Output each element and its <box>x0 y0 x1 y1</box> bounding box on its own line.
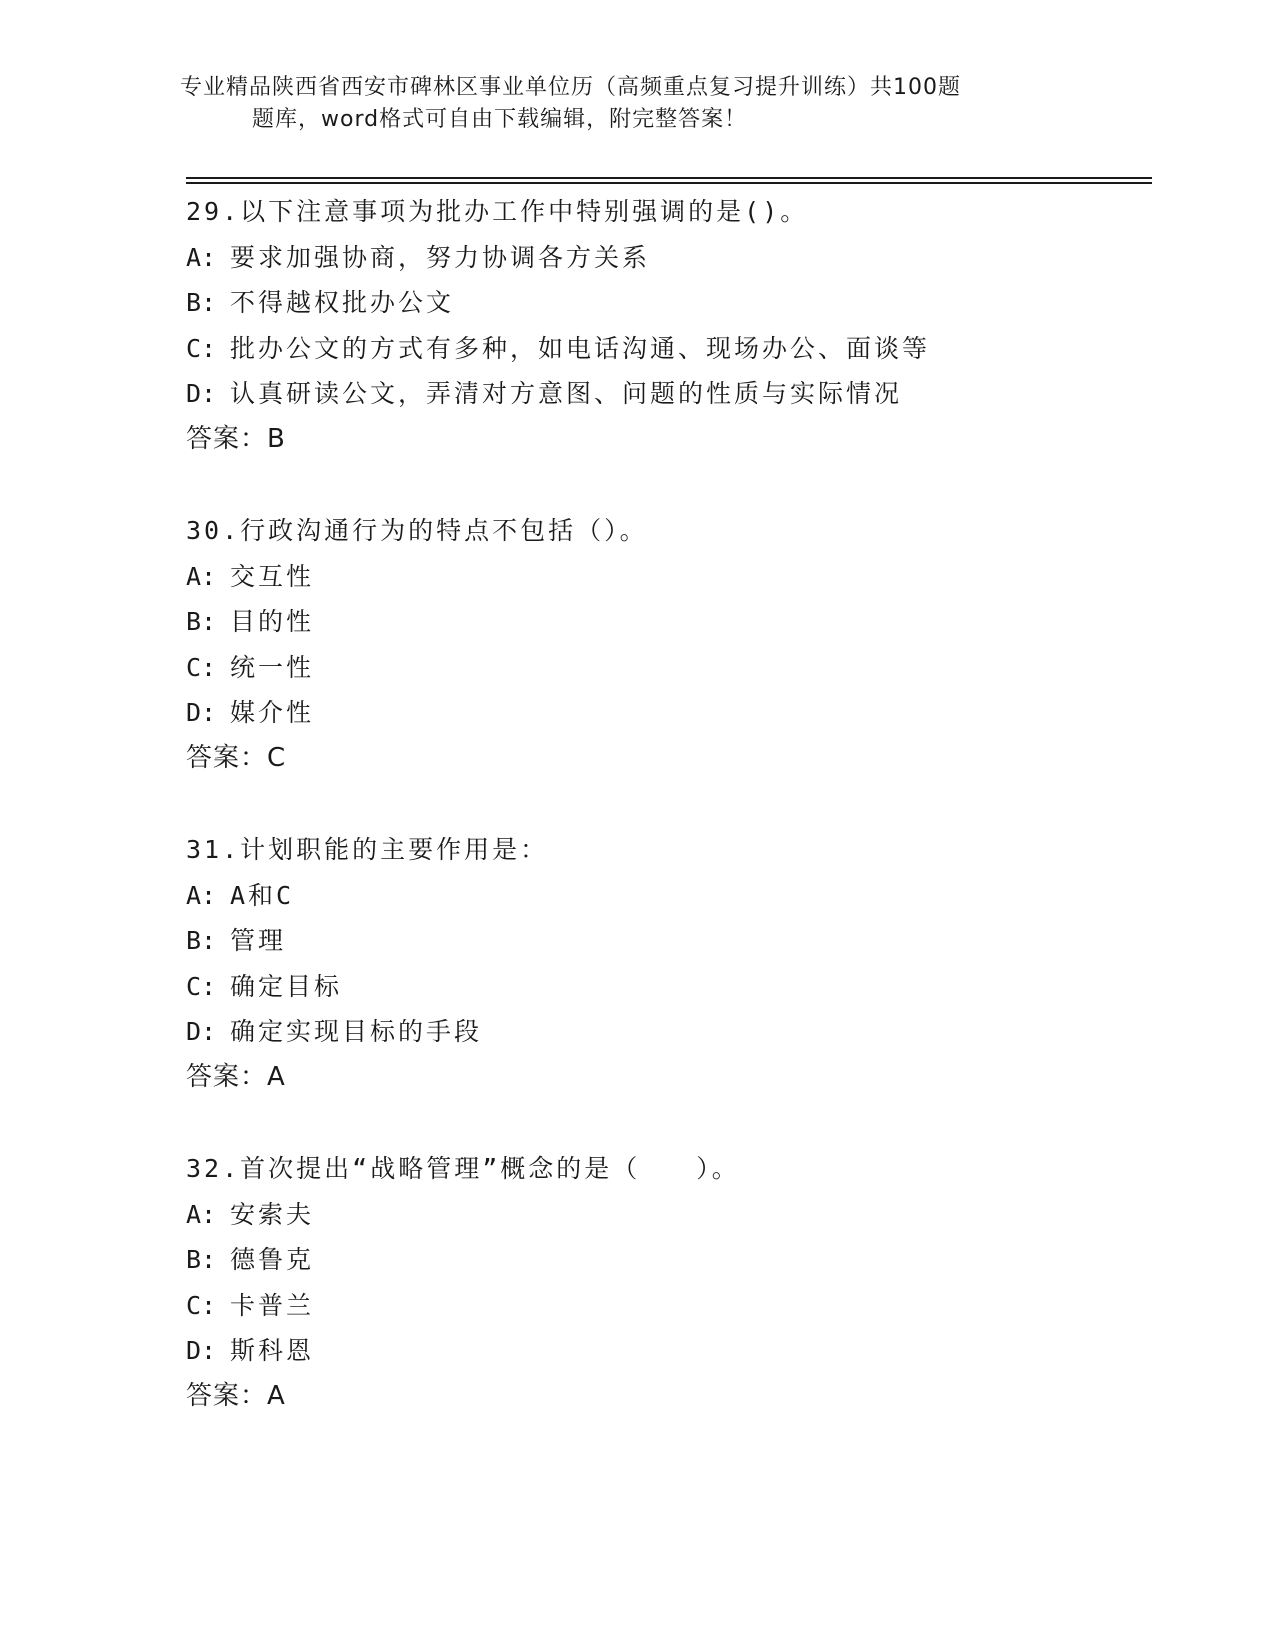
option-text: 德鲁克 <box>230 1245 315 1274</box>
header-title-line-2: 题库，word格式可自由下载编辑，附完整答案！ <box>252 107 748 132</box>
question-stem: 30.行政沟通行为的特点不包括（）。 <box>186 516 648 545</box>
option-d <box>186 690 1146 736</box>
option-a <box>186 1192 1146 1238</box>
option-c <box>186 645 1146 691</box>
option-text: 交互性 <box>230 561 315 591</box>
option-text: 媒介性 <box>230 698 315 727</box>
option-letter: A: <box>186 242 217 272</box>
option-c <box>186 326 1146 372</box>
option-text: 斯科恩 <box>230 1336 315 1365</box>
option-text: 安索夫 <box>230 1199 315 1229</box>
option-letter: A: <box>186 1199 217 1229</box>
header-divider-bottom <box>186 182 1152 184</box>
option-b <box>186 280 1146 326</box>
option-text: 批办公文的方式有多种，如电话沟通、现场办公、面谈等 <box>230 333 931 363</box>
option-d <box>186 1328 1146 1374</box>
option-text: 认真研读公文，弄清对方意图、问题的性质与实际情况 <box>230 379 903 408</box>
option-d <box>186 371 1146 417</box>
option-b <box>186 918 1146 964</box>
option-letter: A: <box>186 561 217 591</box>
answer-line: 答案：B <box>186 423 286 454</box>
question-stem: 29.以下注意事项为批办工作中特别强调的是()。 <box>186 197 809 226</box>
option-a <box>186 873 1146 919</box>
question-32 <box>186 1146 1146 1419</box>
option-text: 不得越权批办公文 <box>230 288 455 317</box>
option-letter: C: <box>186 971 217 1001</box>
option-text: 统一性 <box>230 652 315 682</box>
option-letter: B: <box>186 288 217 317</box>
option-letter: B: <box>186 926 217 955</box>
option-text: 卡普兰 <box>230 1290 315 1320</box>
option-letter: C: <box>186 333 217 363</box>
answer-line: 答案：C <box>186 742 287 773</box>
question-31 <box>186 827 1146 1100</box>
option-b <box>186 599 1146 645</box>
question-30 <box>186 508 1146 781</box>
option-letter: D: <box>186 379 217 408</box>
option-text: 确定目标 <box>230 971 343 1001</box>
option-letter: D: <box>186 698 217 727</box>
header-title-line-1: 专业精品陕西省西安市碑林区事业单位历（高频重点复习提升训练）共100题 <box>180 75 961 100</box>
option-a <box>186 235 1146 281</box>
option-text: 目的性 <box>230 607 315 636</box>
question-29 <box>186 189 1146 462</box>
option-text: 管理 <box>230 926 287 955</box>
option-letter: D: <box>186 1336 217 1365</box>
option-letter: C: <box>186 1290 217 1320</box>
option-letter: D: <box>186 1017 217 1046</box>
option-c <box>186 1283 1146 1329</box>
option-d <box>186 1009 1146 1055</box>
header-divider-top <box>186 177 1152 179</box>
question-stem: 32.首次提出“战略管理”概念的是（ ）。 <box>186 1154 740 1183</box>
option-text: A和C <box>230 880 295 910</box>
option-letter: A: <box>186 880 217 910</box>
option-text: 确定实现目标的手段 <box>230 1017 483 1046</box>
option-a <box>186 554 1146 600</box>
option-c <box>186 964 1146 1010</box>
option-letter: B: <box>186 1245 217 1274</box>
answer-line: 答案：A <box>186 1061 286 1092</box>
option-b <box>186 1237 1146 1283</box>
question-stem: 31.计划职能的主要作用是： <box>186 835 549 864</box>
option-letter: C: <box>186 652 217 682</box>
answer-line: 答案：A <box>186 1380 286 1411</box>
option-letter: B: <box>186 607 217 636</box>
document-header <box>180 72 1060 136</box>
option-text: 要求加强协商，努力协调各方关系 <box>230 242 651 272</box>
question-list <box>186 189 1146 1465</box>
